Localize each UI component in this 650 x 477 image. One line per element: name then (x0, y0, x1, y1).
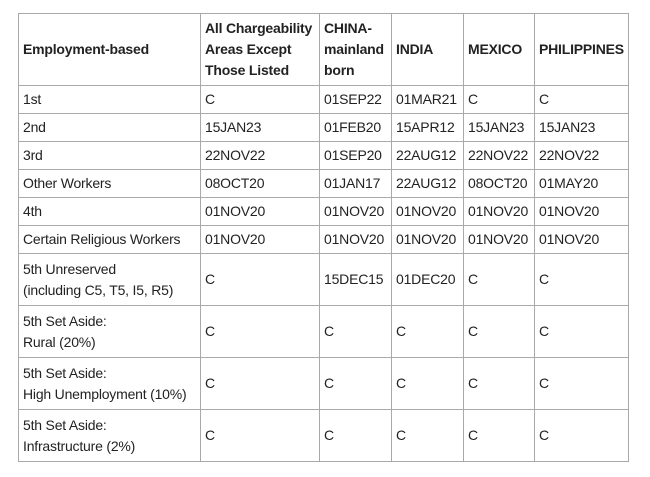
date-cell-china: 01NOV20 (320, 226, 392, 254)
table-row (19, 254, 629, 306)
row-category-cell (19, 170, 201, 198)
date-cell-china: 01NOV20 (320, 198, 392, 226)
header-employment-based: Employment-based (19, 14, 201, 86)
date-cell-philippines: 01NOV20 (535, 198, 629, 226)
table-header (19, 14, 629, 86)
date-cell-all-chargeability: 01NOV20 (201, 226, 320, 254)
date-cell-india: 01NOV20 (392, 198, 464, 226)
table-row (19, 358, 629, 410)
date-cell-philippines: 15JAN23 (535, 114, 629, 142)
date-cell-all-chargeability: C (201, 410, 320, 462)
row-category-label: Infrastructure (2%) (23, 437, 136, 454)
date-cell-china: 01FEB20 (320, 114, 392, 142)
date-cell-india: 01DEC20 (392, 254, 464, 306)
date-cell-china: C (320, 358, 392, 410)
date-cell-all-chargeability: C (201, 358, 320, 410)
visa-bulletin-table-container (18, 13, 629, 462)
table-row (19, 142, 629, 170)
date-cell-china: 01JAN17 (320, 170, 392, 198)
row-category-label: 1st (23, 91, 42, 107)
date-cell-mexico: 15JAN23 (464, 114, 535, 142)
row-category-cell (19, 86, 201, 114)
table-row (19, 198, 629, 226)
header-philippines: PHILIPPINES (535, 14, 629, 86)
date-cell-china: C (320, 410, 392, 462)
row-category-label: 5th Set Aside: (23, 364, 107, 381)
date-cell-china: C (320, 306, 392, 358)
date-cell-mexico: C (464, 306, 535, 358)
table-row (19, 306, 629, 358)
row-category-cell (19, 306, 201, 358)
row-category-cell (19, 254, 201, 306)
date-cell-india: 01MAR21 (392, 86, 464, 114)
header-row (19, 14, 629, 86)
date-cell-all-chargeability: C (201, 86, 320, 114)
date-cell-philippines: C (535, 306, 629, 358)
header-mexico: MEXICO (464, 14, 535, 86)
row-category-label: Rural (20%) (23, 333, 96, 350)
row-category-label: Certain Religious Workers (23, 231, 181, 247)
date-cell-all-chargeability: 08OCT20 (201, 170, 320, 198)
date-cell-mexico: C (464, 358, 535, 410)
table-row (19, 86, 629, 114)
date-cell-all-chargeability: C (201, 306, 320, 358)
employment-based-dates-table (18, 13, 629, 462)
row-category-cell (19, 358, 201, 410)
header-china: CHINA-mainland born (320, 14, 392, 86)
table-row (19, 226, 629, 254)
header-india: INDIA (392, 14, 464, 86)
row-category-label: High Unemployment (10%) (23, 385, 187, 402)
date-cell-philippines: C (535, 358, 629, 410)
row-category-cell (19, 114, 201, 142)
date-cell-philippines: C (535, 410, 629, 462)
date-cell-mexico: C (464, 86, 535, 114)
table-row (19, 410, 629, 462)
date-cell-philippines: C (535, 254, 629, 306)
date-cell-all-chargeability: 15JAN23 (201, 114, 320, 142)
date-cell-india: 22AUG12 (392, 142, 464, 170)
date-cell-india: C (392, 410, 464, 462)
row-category-label: 4th (23, 203, 42, 219)
date-cell-mexico: 01NOV20 (464, 198, 535, 226)
header-all-chargeability: All Chargeability Areas Except Those Listed (201, 14, 320, 86)
table-row (19, 114, 629, 142)
date-cell-india: 01NOV20 (392, 226, 464, 254)
row-category-label: Other Workers (23, 175, 112, 191)
row-category-label: (including C5, T5, I5, R5) (23, 281, 174, 298)
date-cell-india: C (392, 306, 464, 358)
row-category-label: 3rd (23, 147, 43, 163)
date-cell-all-chargeability: C (201, 254, 320, 306)
date-cell-mexico: 08OCT20 (464, 170, 535, 198)
date-cell-india: 22AUG12 (392, 170, 464, 198)
table-row (19, 170, 629, 198)
row-category-cell (19, 198, 201, 226)
row-category-label: 5th Set Aside: (23, 416, 107, 433)
date-cell-philippines: 01NOV20 (535, 226, 629, 254)
date-cell-philippines: C (535, 86, 629, 114)
date-cell-all-chargeability: 22NOV22 (201, 142, 320, 170)
date-cell-china: 01SEP22 (320, 86, 392, 114)
row-category-label: 2nd (23, 119, 46, 135)
table-body (19, 86, 629, 462)
date-cell-china: 15DEC15 (320, 254, 392, 306)
row-category-cell (19, 226, 201, 254)
date-cell-all-chargeability: 01NOV20 (201, 198, 320, 226)
row-category-label: 5th Unreserved (23, 260, 116, 277)
date-cell-india: C (392, 358, 464, 410)
date-cell-mexico: 22NOV22 (464, 142, 535, 170)
date-cell-india: 15APR12 (392, 114, 464, 142)
row-category-label: 5th Set Aside: (23, 312, 107, 329)
date-cell-philippines: 01MAY20 (535, 170, 629, 198)
row-category-cell (19, 142, 201, 170)
date-cell-mexico: C (464, 254, 535, 306)
row-category-cell (19, 410, 201, 462)
date-cell-china: 01SEP20 (320, 142, 392, 170)
date-cell-philippines: 22NOV22 (535, 142, 629, 170)
date-cell-mexico: 01NOV20 (464, 226, 535, 254)
date-cell-mexico: C (464, 410, 535, 462)
